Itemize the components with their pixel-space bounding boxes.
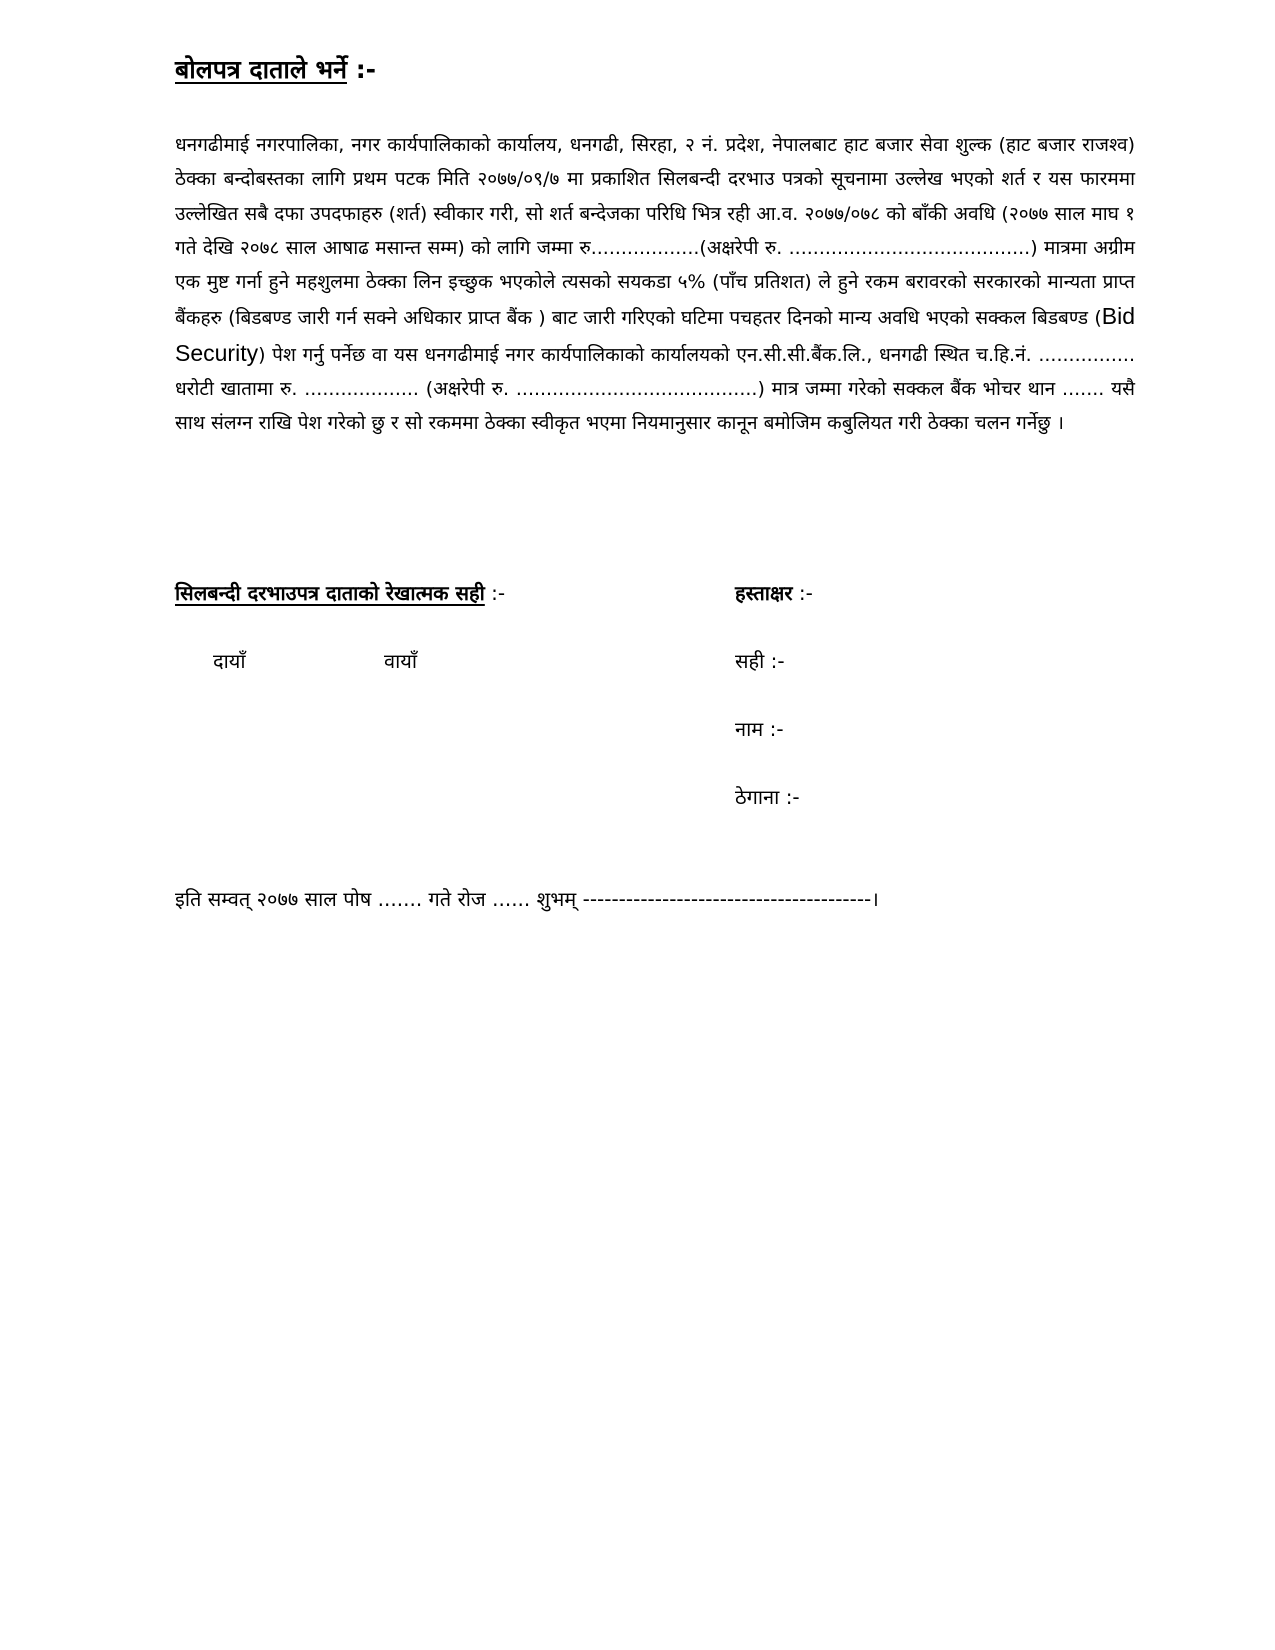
signature-heading-text: हस्ताक्षर bbox=[735, 581, 793, 605]
fingerprint-heading-text: सिलबन्दी दरभाउपत्र दाताको रेखात्मक सही bbox=[175, 581, 485, 605]
form-title-suffix: :- bbox=[346, 55, 377, 84]
form-title-text: बोलपत्र दाताले भर्ने bbox=[175, 55, 347, 84]
form-title bbox=[175, 52, 376, 88]
signature-heading-suffix: :- bbox=[792, 581, 813, 605]
right-thumb-label: दायाँ bbox=[213, 649, 246, 673]
bid-security-term: Bid Security bbox=[175, 303, 1135, 366]
signature-heading bbox=[735, 578, 813, 608]
declaration-text-part2: ) पेश गर्नु पर्नेछ वा यस धनगढीमाई नगर कार्यपालिकाको कार्यालयको एन.सी.सी.बैंक.लि., धनगढी स्थित च.हि.नं. ................ धरोटी खातामा रु. ................... (अक्षरेपी रु. ........................................) मात्र जम्मा गरेको सक्कल बैंक भोचर थान ....... यसै साथ संलग्न राखि पेश गरेको छु र सो रकममा ठेक्का स्वीकृत भएमा नियमानुसार कानून बमोजिम कबुलियत गरी ठेक्का चलन गर्नेछु । bbox=[175, 343, 1135, 435]
name-label: नाम :- bbox=[735, 717, 784, 741]
address-label: ठेगाना :- bbox=[735, 785, 800, 809]
left-thumb-label: वायाँ bbox=[384, 649, 418, 673]
declaration-paragraph bbox=[175, 128, 1135, 441]
fingerprint-heading bbox=[175, 578, 505, 608]
declaration-text-part1: धनगढीमाई नगरपालिका, नगर कार्यपालिकाको कार्यालय, धनगढी, सिरहा, २ नं. प्रदेश, नेपालबाट हाट बजार सेवा शुल्क (हाट बजार राजश्व) ठेक्का बन्दोबस्तका लागि प्रथम पटक मिति २०७७/०९/७ मा प्रकाशित सिलबन्दी दरभाउ पत्रको सूचनामा उल्लेख भएको शर्त र यस फारममा उल्लेखित सबै दफा उपदफाहरु (शर्त) स्वीकार गरी, सो शर्त बन्देजका परिधि भित्र रही आ.व. २०७७/०७८ को बाँकी अवधि (२०७७ साल माघ १ गते देखि २०७८ साल आषाढ मसान्त सम्म) को लागि जम्मा रु..................(अक्षरेपी रु. ........................................) मात्रमा अग्रीम एक मुष्ट गर्ना हुने महशुलमा ठेक्का लिन इच्छुक भएकोले त्यसको सयकडा ५% (पाँच प्रतिशत) ले हुने रकम बरावरको सरकारको मान्यता प्राप्त बैंकहरु (बिडबण्ड जारी गर्न सक्ने अधिकार प्राप्त बैंक ) बाट जारी गरिएको घटिमा पचहतर दिनको मान्य अवधि भएको सक्कल बिडबण्ड ( bbox=[175, 134, 1135, 330]
fingerprint-heading-suffix: :- bbox=[484, 581, 506, 605]
closing-line: इति सम्वत् २०७७ साल पोष ....... गते रोज ...... शुभम् ----------------------------------------। bbox=[175, 887, 879, 911]
sahi-label: सही :- bbox=[735, 649, 785, 673]
